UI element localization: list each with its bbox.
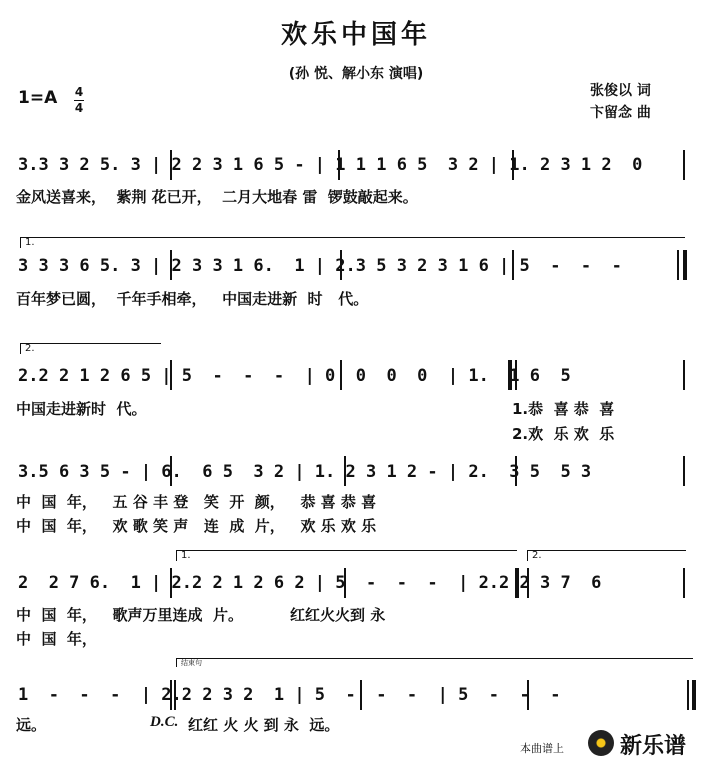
footer-caption: 本曲谱上 xyxy=(520,742,564,755)
row4-lyrics1: 中 国 年， 五 谷 丰 登 笑 开 颜， 恭 喜 恭 喜 xyxy=(16,493,377,511)
row5-volta2: 2. xyxy=(532,550,542,561)
key-signature: 1=A xyxy=(18,88,58,108)
dc-marking: D.C. xyxy=(150,714,179,730)
time-signature xyxy=(74,86,84,115)
row3-lyrics: 中国走进新时 代。 xyxy=(16,400,147,418)
row3-verse2: 2.欢 乐 欢 乐 xyxy=(512,425,615,443)
song-title: 欢乐中国年 xyxy=(280,20,431,50)
composer: 卞留念 曲 xyxy=(590,105,651,121)
row6-ending-label: 结束句 xyxy=(181,659,202,667)
row6-lyrics: 远。 xyxy=(16,716,47,734)
row3-verse1: 1.恭 喜 恭 喜 xyxy=(512,400,615,418)
row6-dc-lyrics: 红红 火 火 到 永 远。 xyxy=(188,716,340,734)
row3-volta: 2. xyxy=(25,343,35,354)
row3-notes: 2.2 2 1 2 6 5 | 5 - - - | 0 0 0 0 | 1. 1 6 5 xyxy=(18,366,571,386)
row4-notes: 3.5 6 3 5 - | 6. 6 5 3 2 | 1. 2 3 1 2 - | 2. 3 5 5 3 xyxy=(18,462,592,482)
row5-lyrics1: 中 国 年， 歌声万里连成 片。 红红火火到 永 xyxy=(16,606,386,624)
row6-notes: 1 - - - | 2.2 2 3 2 1 | 5 - - - | 5 - - - xyxy=(18,685,561,705)
time-bottom: 4 xyxy=(74,101,84,115)
time-top: 4 xyxy=(74,85,84,99)
row2-lyrics: 百年梦已圆， 千年手相牵， 中国走进新 时 代。 xyxy=(16,290,369,308)
lyricist: 张俊以 词 xyxy=(590,83,651,99)
row5-notes: 2 2 7 6. 1 | 2.2 2 1 2 6 2 | 5 - - - | 2.2 2 3 7 6 xyxy=(18,573,602,593)
performers-subtitle: (孙 悦、解小东 演唱) xyxy=(288,66,424,82)
row5-volta1: 1. xyxy=(181,550,191,561)
row1-notes: 3.3 3 2 5. 3 | 2 2 3 1 6 5 - | 1 1 1 6 5 3 2 | 1. 2 3 1 2 0 xyxy=(18,155,643,175)
row5-lyrics2: 中 国 年， xyxy=(16,630,97,648)
site-logo: 新乐谱 xyxy=(620,734,687,759)
row1-lyrics: 金风送喜来， 紫荆 花已开， 二月大地春 雷 锣鼓敲起来。 xyxy=(16,188,418,206)
row4-lyrics2: 中 国 年， 欢 歌 笑 声 连 成 片， 欢 乐 欢 乐 xyxy=(16,517,377,535)
credits xyxy=(590,80,651,124)
record-disc-icon xyxy=(588,730,614,756)
row2-notes: 3 3 3 6 5. 3 | 2 3 3 1 6. 1 | 2.3 5 3 2 3 1 6 | 5 - - - xyxy=(18,256,622,276)
row2-volta: 1. xyxy=(25,237,35,248)
